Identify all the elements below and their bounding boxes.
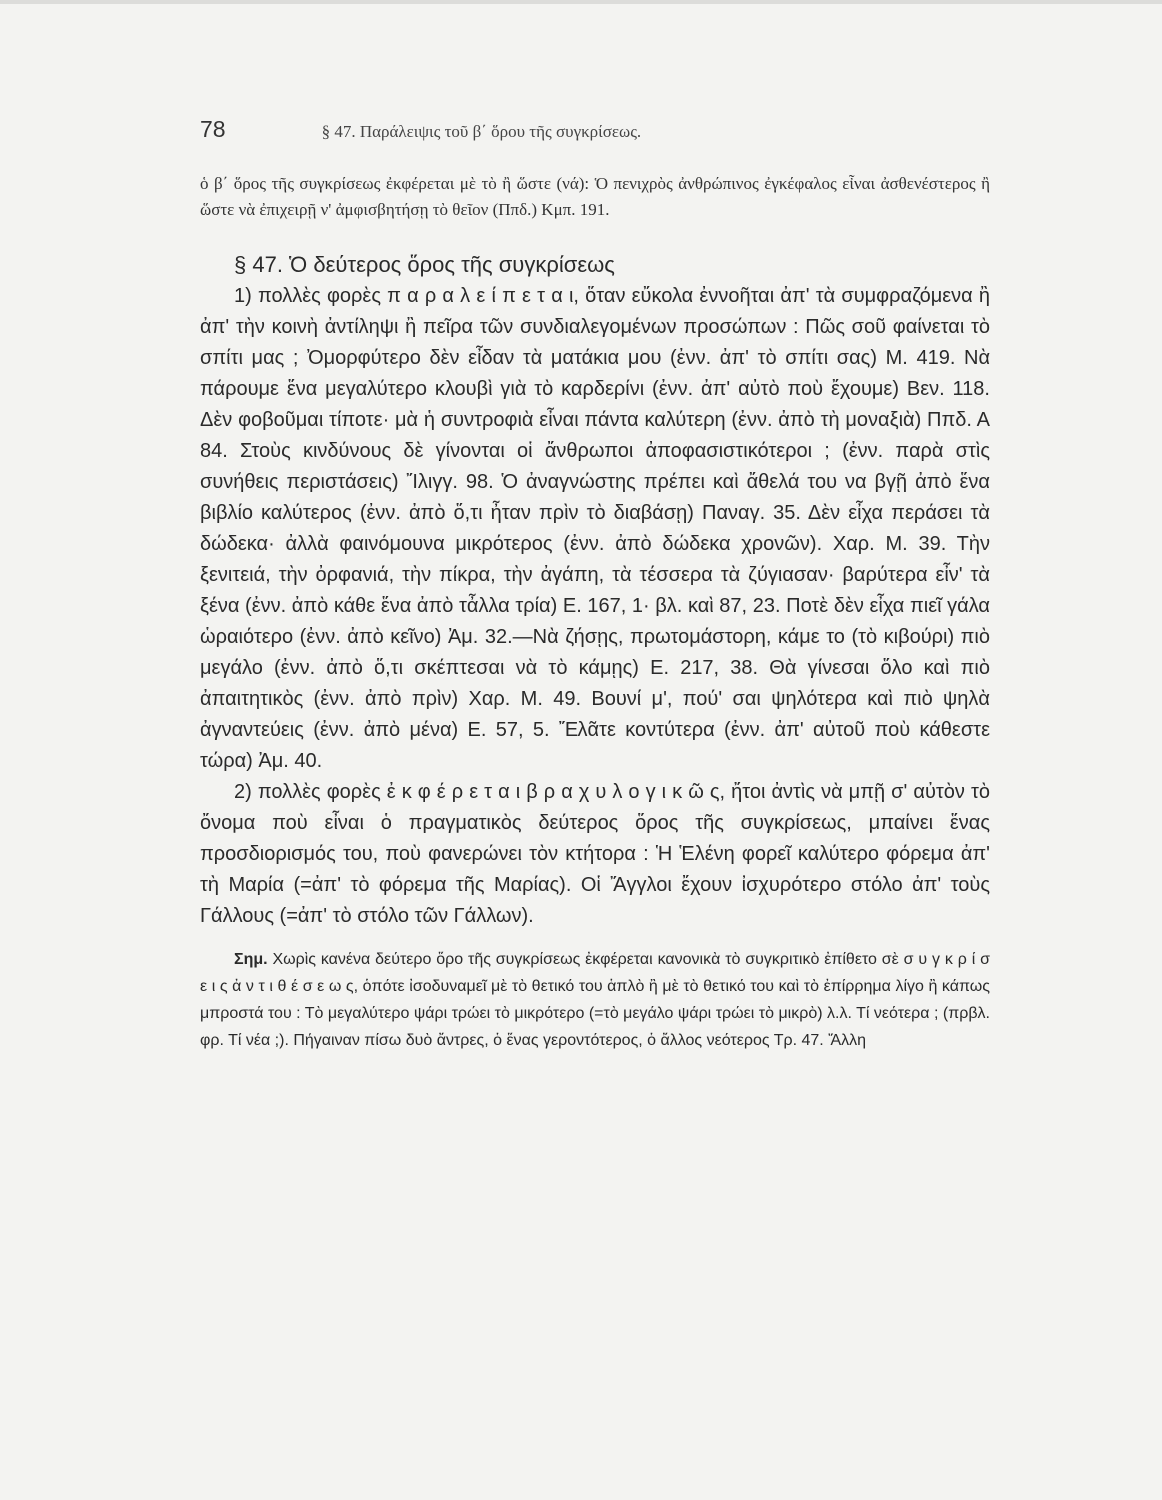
intro-paragraph: ὁ β΄ ὅρος τῆς συγκρίσεως ἐκφέρεται μὲ τὸ ἢ ὥστε (νά): Ὁ πενιχρὸς ἀνθρώπινος ἐγκέφαλος εἶναι ἀσθενέστερος ἢ ὥστε νὰ ἐπιχειρῇ ν' ἀμφισβητήσῃ τὸ θεῖον (Ππδ.) Κμπ. 191. [200,174,990,219]
top-border [0,0,1162,4]
section-title: § 47. Ὁ δεύτερος ὅρος τῆς συγκρίσεως [234,252,615,277]
page-number: 78 [200,116,226,142]
running-head: § 47. Παράλειψις τοῦ β΄ ὅρου τῆς συγκρίσεως. [321,122,642,141]
note-text: Χωρὶς κανένα δεύτερο ὅρο τῆς συγκρίσεως ἐκφέρεται κανονικὰ τὸ συγκριτικὸ ἐπίθετο σὲ σ υ γ κ ρ ί σ ε ι ς ἀ ν τ ι θ έ σ ε ω ς, ὁπότε ἰσοδυναμεῖ μὲ τὸ θετικό του ἁπλὸ ἢ μὲ τὸ θετικό του καὶ τὸ ἐπίρρημα λίγο ἢ κάπως μπροστά του : Τὸ μεγαλύτερο ψάρι τρώει τὸ μικρότερο (=τὸ μεγάλο ψάρι τρώει τὸ μικρὸ) λ.λ. Τί νεότερα ; (πρβλ. φρ. Τί νέα ;). Πήγαιναν πίσω δυὸ ἄντρες, ὁ ἕνας γεροντότερος, ὁ ἄλλος νεότερος Τρ. 47. Ἄλλη [200,951,990,1049]
book-page [200,100,990,1054]
page-header [200,116,990,143]
note-paragraph [200,946,990,1054]
note-label: Σημ. [234,951,268,968]
paragraph-omission: 1) πολλὲς φορὲς π α ρ α λ ε ί π ε τ α ι, ὅταν εὔκολα ἐννοῆται ἀπ' τὰ συμφραζόμενα ἢ ἀπ' τὴν κοινὴ ἀντίληψι ἢ πεῖρα τῶν συνδιαλεγομένων προσώπων : Πῶς σοῦ φαίνεται τὸ σπίτι μας ; Ὀμορφύτερο δὲν εἶδαν τὰ ματάκια μου (ἐνν. ἀπ' τὸ σπίτι σας) Μ. 419. Νὰ πάρουμε ἕνα μεγαλύτερο κλουβὶ γιὰ τὸ καρδερίνι (ἐνν. ἀπ' αὐτὸ ποὺ ἔχουμε) Βεν. 118. Δὲν φοβοῦμαι τίποτε· μὰ ἡ συντροφιὰ εἶναι πάντα καλύτερη (ἐνν. ἀπὸ τὴ μοναξιὰ) Ππδ. Α 84. Στοὺς κινδύνους δὲ γίνονται οἱ ἄνθρωποι ἀποφασιστικότεροι ; (ἐνν. παρὰ στὶς συνήθεις περιστάσεις) Ἴλιγγ. 98. Ὁ ἀναγνώστης πρέπει καὶ ἄθελά του να βγῇ ἀπὸ ἕνα βιβλίο καλύτερος (ἐνν. ἀπὸ ὅ,τι ἦταν πρὶν τὸ διαβάσῃ) Παναγ. 35. Δὲν εἶχα περάσει τὰ δώδεκα· ἀλλὰ φαινόμουνα μικρότερος (ἐνν. ἀπὸ δώδεκα χρονῶν). Χαρ. Μ. 39. Τὴν ξενιτειά, τὴν ὀρφανιά, τὴν πίκρα, τὴν ἀγάπη, τὰ τέσσερα τὰ ζύγιασαν· βαρύτερα εἶν' τὰ ξένα (ἐνν. ἀπὸ κάθε ἕνα ἀπὸ τἆλλα τρία) Ε. 167, 1· βλ. καὶ 87, 23. Ποτὲ δὲν εἶχα πιεῖ γάλα ὡραιότερο (ἐνν. ἀπὸ κεῖνο) Ἀμ. 32.—Νὰ ζήσῃς, πρωτομάστορη, κάμε το (τὸ κιβούρι) πιὸ μεγάλο (ἐνν. ἀπὸ ὅ,τι σκέπτεσαι νὰ τὸ κάμῃς) Ε. 217, 38. Θὰ γίνεσαι ὅλο καὶ πιὸ ἀπαιτητικὸς (ἐνν. ἀπὸ πρὶν) Χαρ. Μ. 49. Βουνί μ', πού' σαι ψηλότερα καὶ πιὸ ψηλὰ ἀγναντεύεις (ἐνν. ἀπὸ μένα) Ε. 57, 5. Ἔλᾶτε κοντύτερα (ἐνν. ἀπ' αὐτοῦ ποὺ κάθεστε τώρα) Ἀμ. 40. [200,285,990,772]
paragraph-brachylogy: 2) πολλὲς φορὲς ἐ κ φ έ ρ ε τ α ι β ρ α χ υ λ ο γ ι κ ῶ ς, ἤτοι ἀντὶς νὰ μπῇ σ' αὐτὸν τὸ ὄνομα ποὺ εἶναι ὁ πραγματικὸς δεύτερος ὅρος τῆς συγκρίσεως, μπαίνει ἕνας προσδιορισμός του, ποὺ φανερώνει τὸν κτήτορα : Ἡ Ἑλένη φορεῖ καλύτερο φόρεμα ἀπ' τὴ Μαρία (=ἀπ' τὸ φόρεμα τῆς Μαρίας). Οἱ Ἄγγλοι ἔχουν ἰσχυρότερο στόλο ἀπ' τοὺς Γάλλους (=ἀπ' τὸ στόλο τῶν Γάλλων). [200,781,990,927]
